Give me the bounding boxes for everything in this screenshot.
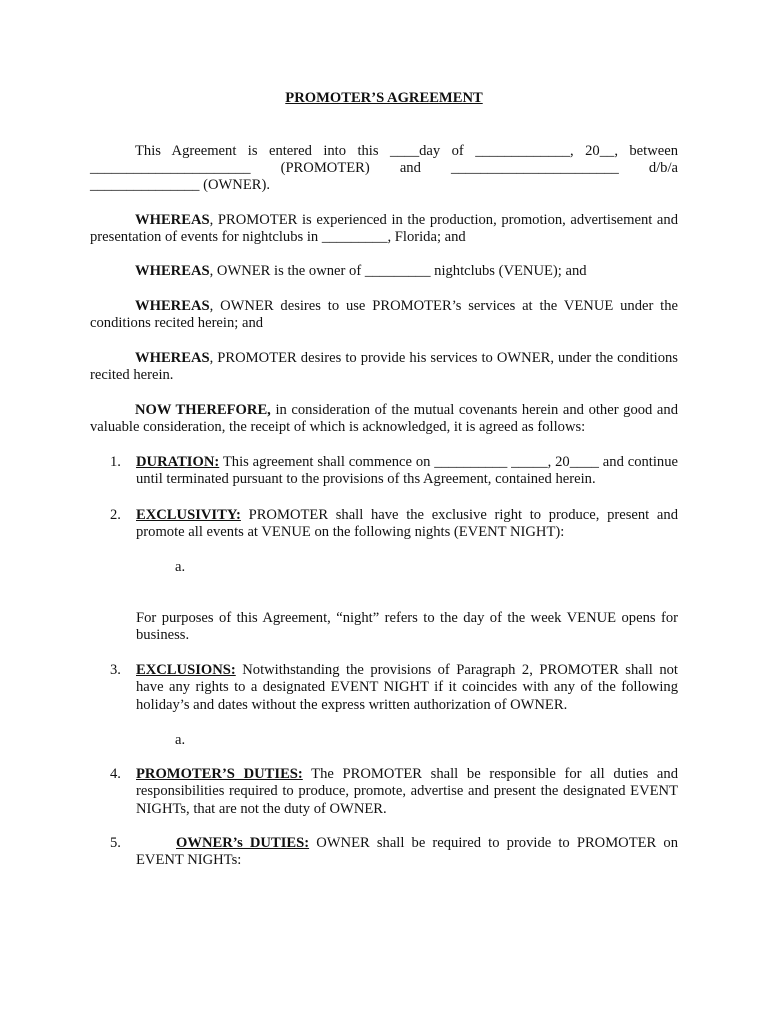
whereas-text: , PROMOTER is experienced in the production, promotion, advertisement and presentation of events for nightclubs in _________, Florida; and [90, 212, 678, 246]
whereas-lead: WHEREAS [135, 298, 210, 314]
section-body [136, 507, 678, 542]
whereas-clause-1 [90, 212, 678, 247]
section-number: 3. [110, 662, 121, 678]
intro-line-3: _______________ (OWNER). [90, 177, 270, 193]
section-number: 4. [110, 766, 121, 782]
section-number: 2. [110, 507, 121, 523]
and-word: and [399, 160, 421, 176]
section-heading: EXCLUSIVITY: [136, 507, 241, 523]
section-text: This agreement shall commence on __________ _____, 20____ and continue until terminated pursuant to the provisions of ths Agreement, contained herein. [136, 454, 678, 488]
dba-label: d/b/a [648, 160, 678, 176]
section-number: 1. [110, 454, 121, 470]
whereas-text: , OWNER desires to use PROMOTER’s services at the VENUE under the conditions recited herein; and [90, 298, 678, 332]
whereas-text: , PROMOTER desires to provide his services to OWNER, under the conditions recited herein. [90, 350, 678, 384]
section-body [136, 835, 678, 870]
blank-promoter: ______________________ [90, 160, 251, 176]
whereas-text: , OWNER is the owner of _________ nightclubs (VENUE); and [209, 263, 587, 279]
now-therefore-text: in consideration of the mutual covenants herein and other good and valuable consideration, the receipt of which is acknowledged, it is agreed as follows: [90, 402, 678, 436]
section-number: 5. [110, 835, 121, 851]
section-body [136, 662, 678, 714]
whereas-lead: WHEREAS [135, 350, 210, 366]
section-body [136, 766, 678, 818]
intro-line-1: This Agreement is entered into this ____day of _____________, 20__, between [135, 143, 678, 159]
section-heading: EXCLUSIONS: [136, 662, 236, 678]
whereas-lead: WHEREAS [135, 212, 210, 228]
now-therefore-lead: NOW THEREFORE, [135, 402, 271, 418]
promoter-label: (PROMOTER) [280, 160, 370, 176]
whereas-clause-2 [90, 263, 678, 280]
now-therefore-clause [90, 402, 678, 437]
whereas-lead: WHEREAS [135, 263, 210, 279]
section-heading: DURATION: [136, 454, 220, 470]
section-note: For purposes of this Agreement, “night” refers to the day of the week VENUE opens for business. [136, 610, 678, 644]
section-text: Notwithstanding the provisions of Paragraph 2, PROMOTER shall not have any rights to a designated EVENT NIGHT if it coincides with any of the following holiday’s and dates without the express written authorization of OWNER. [136, 662, 678, 713]
subitem-marker: a. [175, 732, 186, 748]
section-heading: OWNER’s DUTIES: [176, 835, 310, 851]
section-text: OWNER shall be required to provide to PROMOTER on EVENT NIGHTs: [136, 835, 679, 869]
subitem-marker: a. [175, 559, 186, 575]
section-heading: PROMOTER’S DUTIES: [136, 766, 303, 782]
whereas-clause-3 [90, 298, 678, 333]
intro-line-2 [90, 160, 678, 177]
blank-dba: _______________________ [450, 160, 619, 176]
whereas-clause-4 [90, 350, 678, 385]
section-text: The PROMOTER shall be responsible for all duties and responsibilities required to produce, promote, advertise and present the designated EVENT NIGHTs, that are not the duty of OWNER. [136, 766, 678, 817]
section-text: PROMOTER shall have the exclusive right to produce, present and promote all events at VENUE on the following nights (EVENT NIGHT): [136, 507, 678, 541]
section-body [136, 454, 678, 489]
document-title: PROMOTER’S AGREEMENT [285, 90, 483, 106]
